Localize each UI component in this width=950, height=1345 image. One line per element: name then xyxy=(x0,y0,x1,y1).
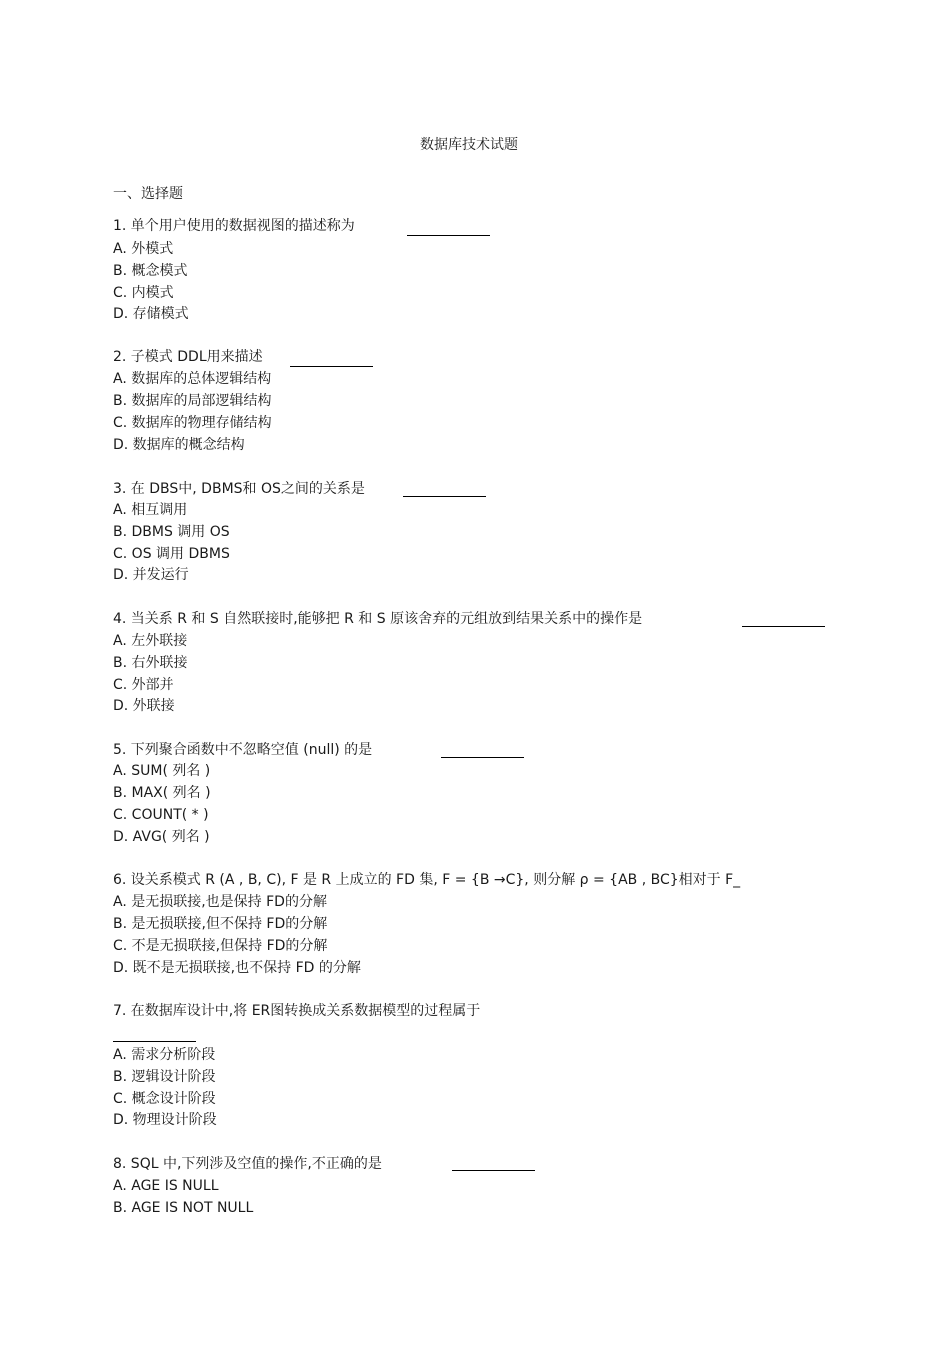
question-3-option-c: C. OS 调用 DBMS xyxy=(113,546,230,562)
question-4-option-b: B. 右外联接 xyxy=(113,655,188,671)
question-7-option-a: A. 需求分析阶段 xyxy=(113,1047,216,1063)
question-8-option-b: B. AGE IS NOT NULL xyxy=(113,1200,254,1216)
question-1-option-c: C. 内模式 xyxy=(113,285,174,301)
question-4-stem: 4. 当关系 R 和 S 自然联接时,能够把 R 和 S 原该舍弃的元组放到结果关系中的操作是 xyxy=(113,611,643,627)
question-6-stem: 6. 设关系模式 R (A , B, C), F 是 R 上成立的 FD 集, F = {B →C}, 则分解 ρ = {AB , BC}相对于 F_ xyxy=(113,872,741,888)
answer-blank-8 xyxy=(452,1170,535,1171)
answer-blank-1 xyxy=(407,235,490,236)
question-1-stem: 1. 单个用户使用的数据视图的描述称为 xyxy=(113,218,355,234)
question-6-option-a: A. 是无损联接,也是保持 FD的分解 xyxy=(113,894,327,910)
question-2-option-b: B. 数据库的局部逻辑结构 xyxy=(113,393,272,409)
answer-blank-2 xyxy=(290,366,373,367)
question-6-option-c: C. 不是无损联接,但保持 FD的分解 xyxy=(113,938,328,954)
question-8-option-a: A. AGE IS NULL xyxy=(113,1178,219,1194)
question-7-option-c: C. 概念设计阶段 xyxy=(113,1091,216,1107)
document-title: 数据库技术试题 xyxy=(420,137,518,153)
question-8-stem: 8. SQL 中,下列涉及空值的操作,不正确的是 xyxy=(113,1156,382,1172)
question-2-option-c: C. 数据库的物理存储结构 xyxy=(113,415,272,431)
question-4-option-c: C. 外部并 xyxy=(113,677,174,693)
question-1-option-d: D. 存储模式 xyxy=(113,306,189,322)
question-4-option-d: D. 外联接 xyxy=(113,698,175,714)
question-5-option-d: D. AVG( 列名 ) xyxy=(113,829,210,845)
answer-blank-5 xyxy=(441,757,524,758)
question-1-option-a: A. 外模式 xyxy=(113,241,174,257)
answer-blank-3 xyxy=(403,496,486,497)
question-5-option-b: B. MAX( 列名 ) xyxy=(113,785,211,801)
question-4-option-a: A. 左外联接 xyxy=(113,633,188,649)
question-7-option-d: D. 物理设计阶段 xyxy=(113,1112,217,1128)
question-3-option-a: A. 相互调用 xyxy=(113,502,188,518)
answer-blank-4 xyxy=(742,626,825,627)
question-5-stem: 5. 下列聚合函数中不忽略空值 (null) 的是 xyxy=(113,742,373,758)
section-heading: 一、选择题 xyxy=(113,186,183,202)
question-2-option-d: D. 数据库的概念结构 xyxy=(113,437,245,453)
question-5-option-c: C. COUNT( * ) xyxy=(113,807,209,823)
question-5-option-a: A. SUM( 列名 ) xyxy=(113,763,211,779)
question-7-option-b: B. 逻辑设计阶段 xyxy=(113,1069,216,1085)
answer-blank-7 xyxy=(113,1041,196,1042)
question-6-option-d: D. 既不是无损联接,也不保持 FD 的分解 xyxy=(113,960,361,976)
question-3-option-d: D. 并发运行 xyxy=(113,567,189,583)
question-7-stem: 7. 在数据库设计中,将 ER图转换成关系数据模型的过程属于 xyxy=(113,1003,481,1019)
question-2-option-a: A. 数据库的总体逻辑结构 xyxy=(113,371,272,387)
question-2-stem: 2. 子模式 DDL用来描述 xyxy=(113,349,263,365)
question-6-option-b: B. 是无损联接,但不保持 FD的分解 xyxy=(113,916,328,932)
question-3-stem: 3. 在 DBS中, DBMS和 OS之间的关系是 xyxy=(113,481,365,497)
question-3-option-b: B. DBMS 调用 OS xyxy=(113,524,230,540)
question-1-option-b: B. 概念模式 xyxy=(113,263,188,279)
